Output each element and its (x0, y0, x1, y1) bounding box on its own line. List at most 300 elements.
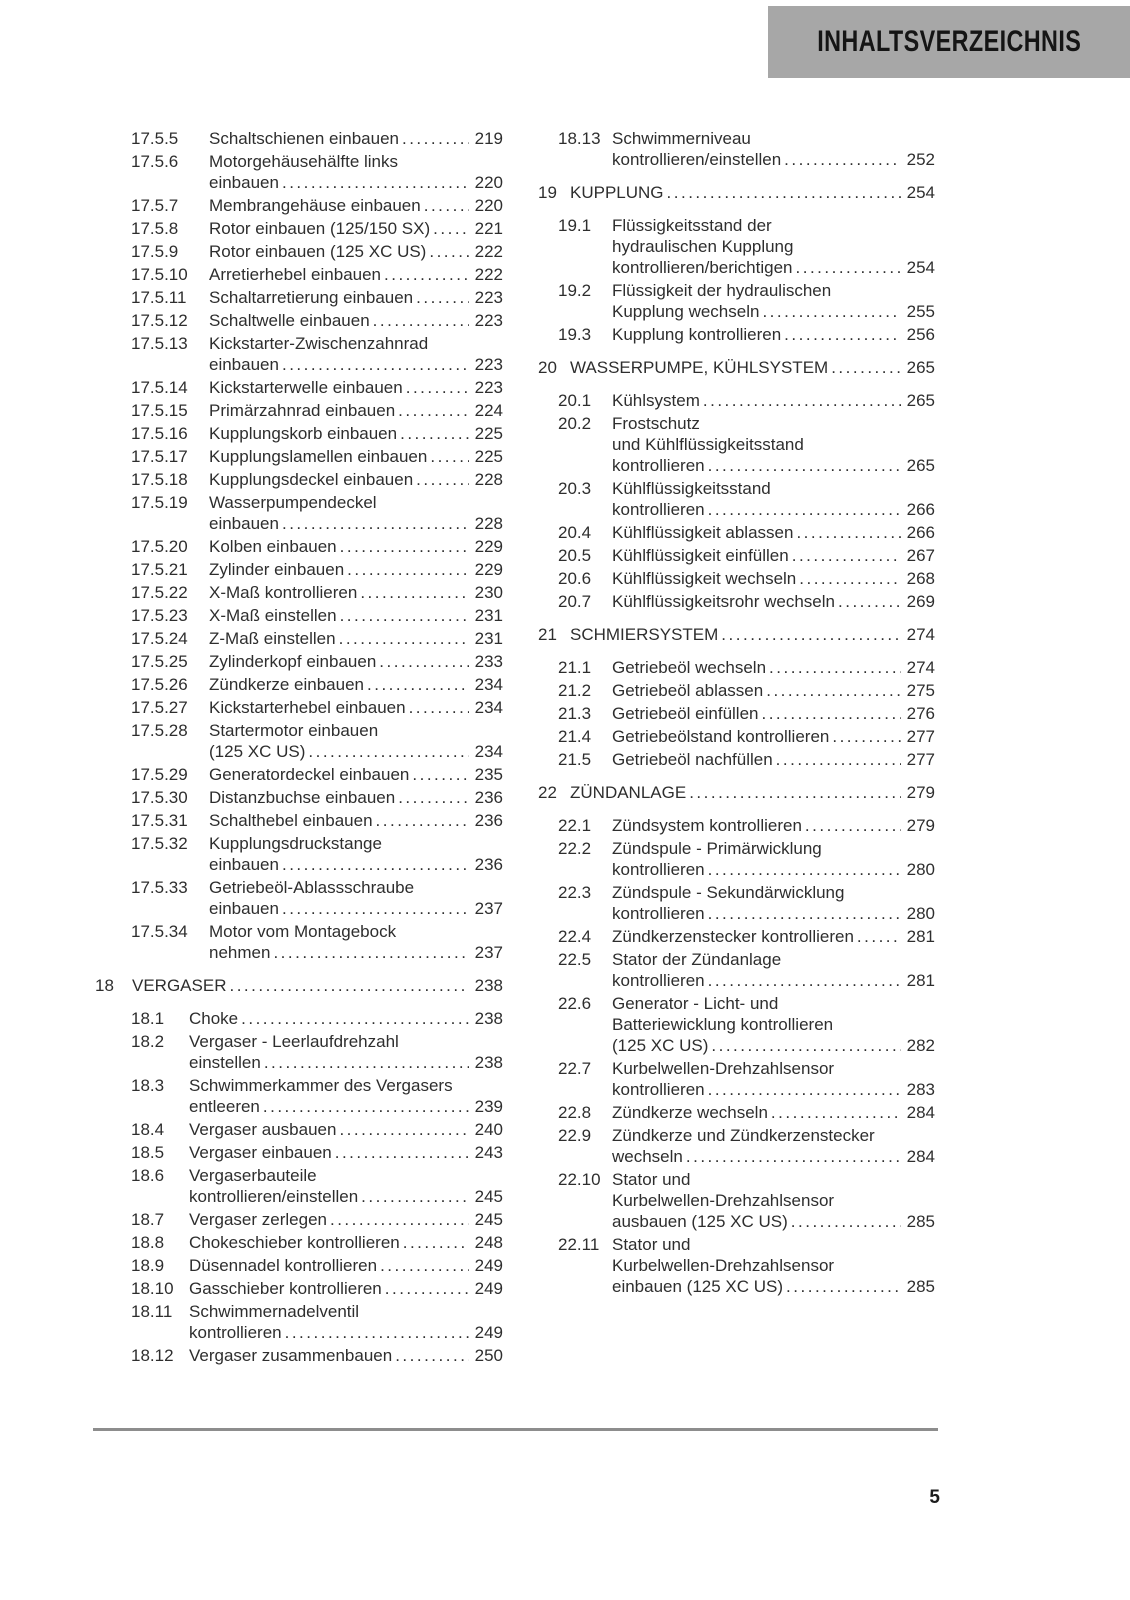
toc-entry-line: Flüssigkeit der hydraulischen (612, 281, 832, 300)
toc-entry-line (209, 854, 503, 875)
toc-entry-line (189, 1119, 503, 1140)
toc-entry-title-block (612, 993, 935, 1056)
toc-chapter-entry (538, 357, 935, 378)
toc-entry-page: 243 (474, 1143, 503, 1162)
toc-entry-number: 17.5.22 (131, 583, 188, 602)
toc-entry-title: Kickstarterwelle einbauen (209, 378, 403, 397)
toc-entry-line (209, 628, 503, 649)
toc-entry-line (189, 1052, 503, 1073)
toc-entry-number: 17.5.33 (131, 878, 188, 897)
toc-entry-title: Kupplungskorb einbauen (209, 424, 398, 443)
toc-entry-title: ausbauen (125 XC US) (612, 1212, 788, 1231)
toc-entry-title: kontrollieren (612, 971, 705, 990)
toc-entry-line: Motor vom Montagebock (209, 922, 397, 941)
dot-leader (308, 741, 469, 762)
toc-entry-title: Rotor einbauen (125 XC US) (209, 242, 427, 261)
toc-entry-title: ZÜNDANLAGE (570, 783, 687, 802)
toc-section-entry (538, 545, 935, 566)
toc-entry-title-block (132, 975, 503, 996)
toc-entry-number: 18.3 (131, 1076, 165, 1095)
dot-leader (708, 903, 901, 924)
toc-entry-page: 239 (474, 1097, 503, 1116)
dot-leader (282, 172, 469, 193)
toc-entry-title: Kühlflüssigkeit ablassen (612, 523, 794, 542)
toc-entry-line: Kickstarter-Zwischenzahnrad (209, 334, 429, 353)
toc-entry-title: Kühlsystem (612, 391, 700, 410)
toc-section-entry (95, 833, 503, 875)
toc-entry-page: 285 (906, 1277, 935, 1296)
toc-entry-line (209, 787, 503, 808)
toc-entry-line (209, 513, 503, 534)
toc-entry-title: einbauen (209, 899, 279, 918)
toc-entry-line (209, 241, 503, 262)
toc-entry-line (612, 680, 935, 701)
toc-entry-number: 18.13 (558, 129, 601, 148)
toc-entry-title-block (209, 151, 503, 193)
toc-section-entry (538, 128, 935, 170)
toc-entry-title: Vergaser ausbauen (189, 1120, 337, 1139)
toc-section-entry (95, 787, 503, 808)
toc-entry-page: 224 (474, 401, 503, 420)
toc-entry-title: Kickstarterhebel einbauen (209, 698, 406, 717)
toc-entry-line: Schwimmerniveau (612, 129, 751, 148)
dot-leader (330, 1209, 469, 1230)
toc-entry-number: 17.5.15 (131, 401, 188, 420)
toc-entry-title: Kupplungsdeckel einbauen (209, 470, 414, 489)
toc-entry-page: 279 (906, 783, 935, 802)
dot-leader (667, 182, 901, 203)
toc-entry-line (612, 703, 935, 724)
toc-entry-title-block (570, 182, 935, 203)
footer-page-number: 5 (929, 1487, 940, 1508)
toc-entry-title-block (209, 605, 503, 626)
toc-section-entry (95, 1008, 503, 1029)
toc-entry-title: kontrollieren (612, 860, 705, 879)
toc-entry-page: 221 (474, 219, 503, 238)
dot-leader (403, 1232, 469, 1253)
toc-entry-page: 281 (906, 971, 935, 990)
toc-entry-page: 234 (474, 698, 503, 717)
toc-entry-line (612, 149, 935, 170)
toc-entry-line: Generator - Licht- und (612, 994, 779, 1013)
toc-entry-number: 17.5.13 (131, 334, 188, 353)
toc-entry-line (209, 697, 503, 718)
dot-leader (791, 1211, 901, 1232)
toc-entry-line (209, 423, 503, 444)
toc-entry-number: 17.5.17 (131, 447, 188, 466)
toc-chapter-entry (538, 182, 935, 203)
toc-entry-number: 20.6 (558, 569, 592, 588)
toc-entry-title-block (612, 949, 935, 991)
toc-entry-title-block (189, 1345, 503, 1366)
toc-entry-title-block (209, 833, 503, 875)
toc-entry-line: Frostschutz (612, 414, 700, 433)
toc-entry-number: 18.2 (131, 1032, 165, 1051)
toc-entry-title: Membrangehäuse einbauen (209, 196, 421, 215)
toc-entry-line (209, 264, 503, 285)
dot-leader (792, 545, 901, 566)
toc-section-entry (538, 726, 935, 747)
dot-leader (711, 1035, 901, 1056)
toc-entry-line (612, 1035, 935, 1056)
toc-section-entry (95, 218, 503, 239)
toc-entry-page: 282 (906, 1036, 935, 1055)
toc-entry-number: 17.5.9 (131, 242, 179, 261)
toc-entry-number: 17.5.26 (131, 675, 188, 694)
toc-section-entry (538, 591, 935, 612)
toc-entry-title: einbauen (209, 355, 279, 374)
dot-leader (360, 582, 469, 603)
toc-section-entry (95, 423, 503, 444)
toc-entry-title-block (570, 782, 935, 803)
toc-entry-number: 20.1 (558, 391, 592, 410)
toc-entry-page: 280 (906, 860, 935, 879)
toc-entry-title-block (612, 838, 935, 880)
toc-entry-number: 21.2 (558, 681, 592, 700)
toc-entry-line (189, 1096, 503, 1117)
toc-entry-page: 238 (474, 1009, 503, 1028)
toc-entry-line (612, 1146, 935, 1167)
toc-entry-line: Zündspule - Primärwicklung (612, 839, 822, 858)
toc-entry-page: 245 (474, 1187, 503, 1206)
toc-chapter-entry (538, 782, 935, 803)
toc-entry-number: 17.5.14 (131, 378, 188, 397)
dot-leader (771, 1102, 901, 1123)
toc-entry-line (209, 674, 503, 695)
toc-entry-page: 265 (906, 358, 935, 377)
toc-section-entry (95, 1255, 503, 1276)
toc-section-entry (538, 703, 935, 724)
toc-entry-page: 281 (906, 927, 935, 946)
page-header-banner (768, 6, 1130, 78)
toc-entry-line (189, 1232, 503, 1253)
toc-entry-line: Stator und (612, 1235, 691, 1254)
toc-section-entry (95, 877, 503, 919)
toc-entry-title: einbauen (209, 514, 279, 533)
toc-entry-line (612, 726, 935, 747)
toc-section-entry (95, 764, 503, 785)
toc-entry-number: 18.7 (131, 1210, 165, 1229)
toc-section-entry (538, 522, 935, 543)
dot-leader (433, 218, 469, 239)
toc-entry-title-block (209, 195, 503, 216)
toc-entry-number: 19.2 (558, 281, 592, 300)
toc-entry-page: 225 (474, 424, 503, 443)
toc-section-entry (538, 1234, 935, 1297)
toc-entry-line (612, 903, 935, 924)
toc-entry-line (209, 559, 503, 580)
dot-leader (340, 605, 469, 626)
toc-entry-title-block (209, 697, 503, 718)
toc-entry-title-block (612, 657, 935, 678)
toc-section-entry (95, 241, 503, 262)
toc-entry-title-block (612, 815, 935, 836)
toc-entry-page: 234 (474, 742, 503, 761)
dot-leader (776, 749, 901, 770)
toc-entry-page: 275 (906, 681, 935, 700)
toc-entry-title: einbauen (209, 855, 279, 874)
dot-leader (831, 357, 901, 378)
toc-entry-title-block (612, 1169, 935, 1232)
toc-entry-title-block (189, 1031, 503, 1073)
toc-entry-line (132, 975, 503, 996)
toc-entry-number: 18.12 (131, 1346, 174, 1365)
toc-section-entry (95, 605, 503, 626)
dot-leader (376, 810, 469, 831)
toc-entry-number: 22.3 (558, 883, 592, 902)
toc-entry-title: Getriebeölstand kontrollieren (612, 727, 830, 746)
dot-leader (786, 1276, 901, 1297)
toc-entry-page: 265 (906, 391, 935, 410)
toc-entry-page: 225 (474, 447, 503, 466)
toc-entry-line (612, 257, 935, 278)
toc-entry-line: Kurbelwellen-Drehzahlsensor (612, 1191, 835, 1210)
toc-section-entry (95, 400, 503, 421)
toc-entry-line (189, 1345, 503, 1366)
toc-entry-line (189, 1278, 503, 1299)
toc-entry-line (209, 195, 503, 216)
toc-entry-title-block (209, 423, 503, 444)
toc-entry-page: 240 (474, 1120, 503, 1139)
toc-entry-title-block (189, 1301, 503, 1343)
toc-section-entry (538, 1102, 935, 1123)
toc-entry-line (612, 390, 935, 411)
toc-entry-title: kontrollieren/einstellen (189, 1187, 359, 1206)
toc-entry-title: Primärzahnrad einbauen (209, 401, 396, 420)
toc-entry-title-block (209, 333, 503, 375)
toc-entry-line (209, 582, 503, 603)
toc-section-entry (95, 1209, 503, 1230)
toc-entry-page: 249 (474, 1323, 503, 1342)
toc-entry-title-block (209, 877, 503, 919)
toc-entry-title: Kühlflüssigkeitsrohr wechseln (612, 592, 835, 611)
toc-entry-title-block (612, 1234, 935, 1297)
dot-leader (398, 400, 469, 421)
toc-entry-title: (125 XC US) (612, 1036, 709, 1055)
toc-entry-line: Kühlflüssigkeitsstand (612, 479, 771, 498)
dot-leader (721, 624, 901, 645)
toc-entry-number: 20.5 (558, 546, 592, 565)
dot-leader (412, 764, 469, 785)
toc-entry-line (612, 657, 935, 678)
toc-entry-page: 230 (474, 583, 503, 602)
toc-entry-title-block (612, 926, 935, 947)
toc-entry-line (209, 605, 503, 626)
toc-entry-line: Flüssigkeitsstand der (612, 216, 772, 235)
toc-entry-number: 22.5 (558, 950, 592, 969)
toc-entry-number: 17.5.6 (131, 152, 179, 171)
toc-entry-title-block (612, 1102, 935, 1123)
toc-section-entry (95, 446, 503, 467)
toc-section-entry (95, 1301, 503, 1343)
dot-leader (838, 591, 901, 612)
toc-section-entry (95, 151, 503, 193)
toc-section-entry (538, 1169, 935, 1232)
toc-entry-title: kontrollieren (612, 904, 705, 923)
toc-section-entry (95, 1119, 503, 1140)
toc-entry-number: 17.5.16 (131, 424, 188, 443)
toc-entry-line: Wasserpumpendeckel (209, 493, 377, 512)
toc-entry-line (209, 128, 503, 149)
dot-leader (784, 149, 901, 170)
toc-entry-title-block (612, 568, 935, 589)
toc-entry-page: 266 (906, 500, 935, 519)
toc-entry-title-block (209, 720, 503, 762)
toc-section-entry (538, 1125, 935, 1167)
dot-leader (761, 703, 901, 724)
toc-entry-title: Kupplungslamellen einbauen (209, 447, 428, 466)
toc-entry-title: Vergaser einbauen (189, 1143, 332, 1162)
toc-entry-title-block (612, 545, 935, 566)
toc-section-entry (95, 287, 503, 308)
toc-entry-title: Zündkerzenstecker kontrollieren (612, 927, 854, 946)
toc-entry-page: 236 (474, 788, 503, 807)
toc-entry-page: 274 (906, 625, 935, 644)
toc-entry-number: 17.5.29 (131, 765, 188, 784)
toc-entry-number: 17.5.25 (131, 652, 188, 671)
toc-column-left (95, 128, 503, 1368)
toc-entry-line (209, 218, 503, 239)
toc-chapter-entry (95, 975, 503, 996)
toc-entry-line (209, 310, 503, 331)
toc-entry-title: Zündkerze einbauen (209, 675, 365, 694)
dot-leader (708, 1079, 901, 1100)
toc-entry-page: 250 (474, 1346, 503, 1365)
toc-entry-page: 279 (906, 816, 935, 835)
toc-entry-title-block (612, 128, 935, 170)
toc-entry-title-block (209, 128, 503, 149)
toc-entry-line (570, 782, 935, 803)
toc-entry-number: 21.1 (558, 658, 592, 677)
toc-entry-number: 17.5.21 (131, 560, 188, 579)
toc-entry-title-block (209, 921, 503, 963)
toc-entry-title: Kolben einbauen (209, 537, 337, 556)
toc-entry-number: 18.10 (131, 1279, 174, 1298)
toc-entry-line (612, 455, 935, 476)
toc-entry-page: 228 (474, 470, 503, 489)
toc-entry-number: 19 (538, 183, 557, 202)
toc-entry-title-block (189, 1232, 503, 1253)
dot-leader (273, 942, 469, 963)
toc-section-entry (538, 749, 935, 770)
toc-entry-page: 276 (906, 704, 935, 723)
dot-leader (340, 536, 469, 557)
dot-leader (832, 726, 901, 747)
toc-entry-line: Vergaser - Leerlaufdrehzahl (189, 1032, 399, 1051)
toc-entry-number: 19.1 (558, 216, 592, 235)
toc-entry-title: KUPPLUNG (570, 183, 664, 202)
dot-leader (769, 657, 901, 678)
toc-entry-title: entleeren (189, 1097, 260, 1116)
toc-entry-title: Schaltschienen einbauen (209, 129, 399, 148)
toc-section-entry (95, 651, 503, 672)
toc-entry-number: 22.1 (558, 816, 592, 835)
toc-entry-title-block (209, 469, 503, 490)
toc-entry-title-block (189, 1278, 503, 1299)
toc-entry-title: Generatordeckel einbauen (209, 765, 410, 784)
toc-entry-title: Zündsystem kontrollieren (612, 816, 802, 835)
toc-entry-title: einbauen (125 XC US) (612, 1277, 784, 1296)
toc-entry-line (209, 764, 503, 785)
toc-entry-number: 21 (538, 625, 557, 644)
toc-entry-page: 245 (474, 1210, 503, 1229)
toc-entry-page: 237 (474, 943, 503, 962)
toc-entry-page: 268 (906, 569, 935, 588)
dot-leader (703, 390, 901, 411)
toc-entry-title-block (612, 478, 935, 520)
toc-entry-line (209, 898, 503, 919)
dot-leader (398, 787, 469, 808)
dot-leader (282, 854, 469, 875)
toc-entry-number: 22 (538, 783, 557, 802)
toc-entry-title: einbauen (209, 173, 279, 192)
dot-leader (373, 310, 469, 331)
toc-entry-line (189, 1255, 503, 1276)
toc-entry-page: 229 (474, 537, 503, 556)
dot-leader (762, 301, 901, 322)
toc-entry-title-block (570, 624, 935, 645)
toc-section-entry (95, 377, 503, 398)
dot-leader (282, 513, 469, 534)
toc-entry-page: 231 (474, 606, 503, 625)
toc-section-entry (538, 815, 935, 836)
toc-entry-line (612, 1079, 935, 1100)
toc-entry-line (612, 591, 935, 612)
dot-leader (367, 674, 469, 695)
toc-entry-title-block (612, 280, 935, 322)
toc-section-entry (95, 1278, 503, 1299)
toc-entry-page: 220 (474, 196, 503, 215)
toc-entry-title-block (612, 390, 935, 411)
toc-section-entry (95, 1345, 503, 1366)
toc-entry-line (209, 942, 503, 963)
dot-leader (380, 1255, 469, 1276)
toc-entry-number: 17.5.19 (131, 493, 188, 512)
toc-entry-title-block (209, 651, 503, 672)
toc-entry-line (209, 446, 503, 467)
toc-entry-title-block (570, 357, 935, 378)
toc-entry-page: 267 (906, 546, 935, 565)
toc-entry-line: Kupplungsdruckstange (209, 834, 382, 853)
toc-entry-page: 223 (474, 311, 503, 330)
toc-entry-title: Düsennadel kontrollieren (189, 1256, 378, 1275)
toc-entry-page: 228 (474, 514, 503, 533)
toc-entry-line (570, 624, 935, 645)
toc-section-entry (95, 492, 503, 534)
dot-leader (708, 455, 901, 476)
dot-leader (416, 287, 469, 308)
toc-entry-number: 17.5.7 (131, 196, 179, 215)
toc-entry-number: 17.5.34 (131, 922, 188, 941)
toc-section-entry (95, 720, 503, 762)
dot-leader (395, 1345, 469, 1366)
dot-leader (379, 651, 469, 672)
toc-entry-page: 223 (474, 355, 503, 374)
toc-entry-title-block (612, 703, 935, 724)
dot-leader (416, 469, 469, 490)
toc-entry-line: Schwimmerkammer des Vergasers (189, 1076, 453, 1095)
toc-section-entry (538, 568, 935, 589)
dot-leader (766, 680, 901, 701)
toc-entry-page: 223 (474, 378, 503, 397)
toc-entry-line: Getriebeöl-Ablassschraube (209, 878, 415, 897)
toc-section-entry (95, 1031, 503, 1073)
toc-entry-title: Distanzbuchse einbauen (209, 788, 396, 807)
toc-section-entry (95, 1232, 503, 1253)
toc-entry-page: 220 (474, 173, 503, 192)
toc-entry-page: 236 (474, 811, 503, 830)
toc-entry-number: 21.3 (558, 704, 592, 723)
